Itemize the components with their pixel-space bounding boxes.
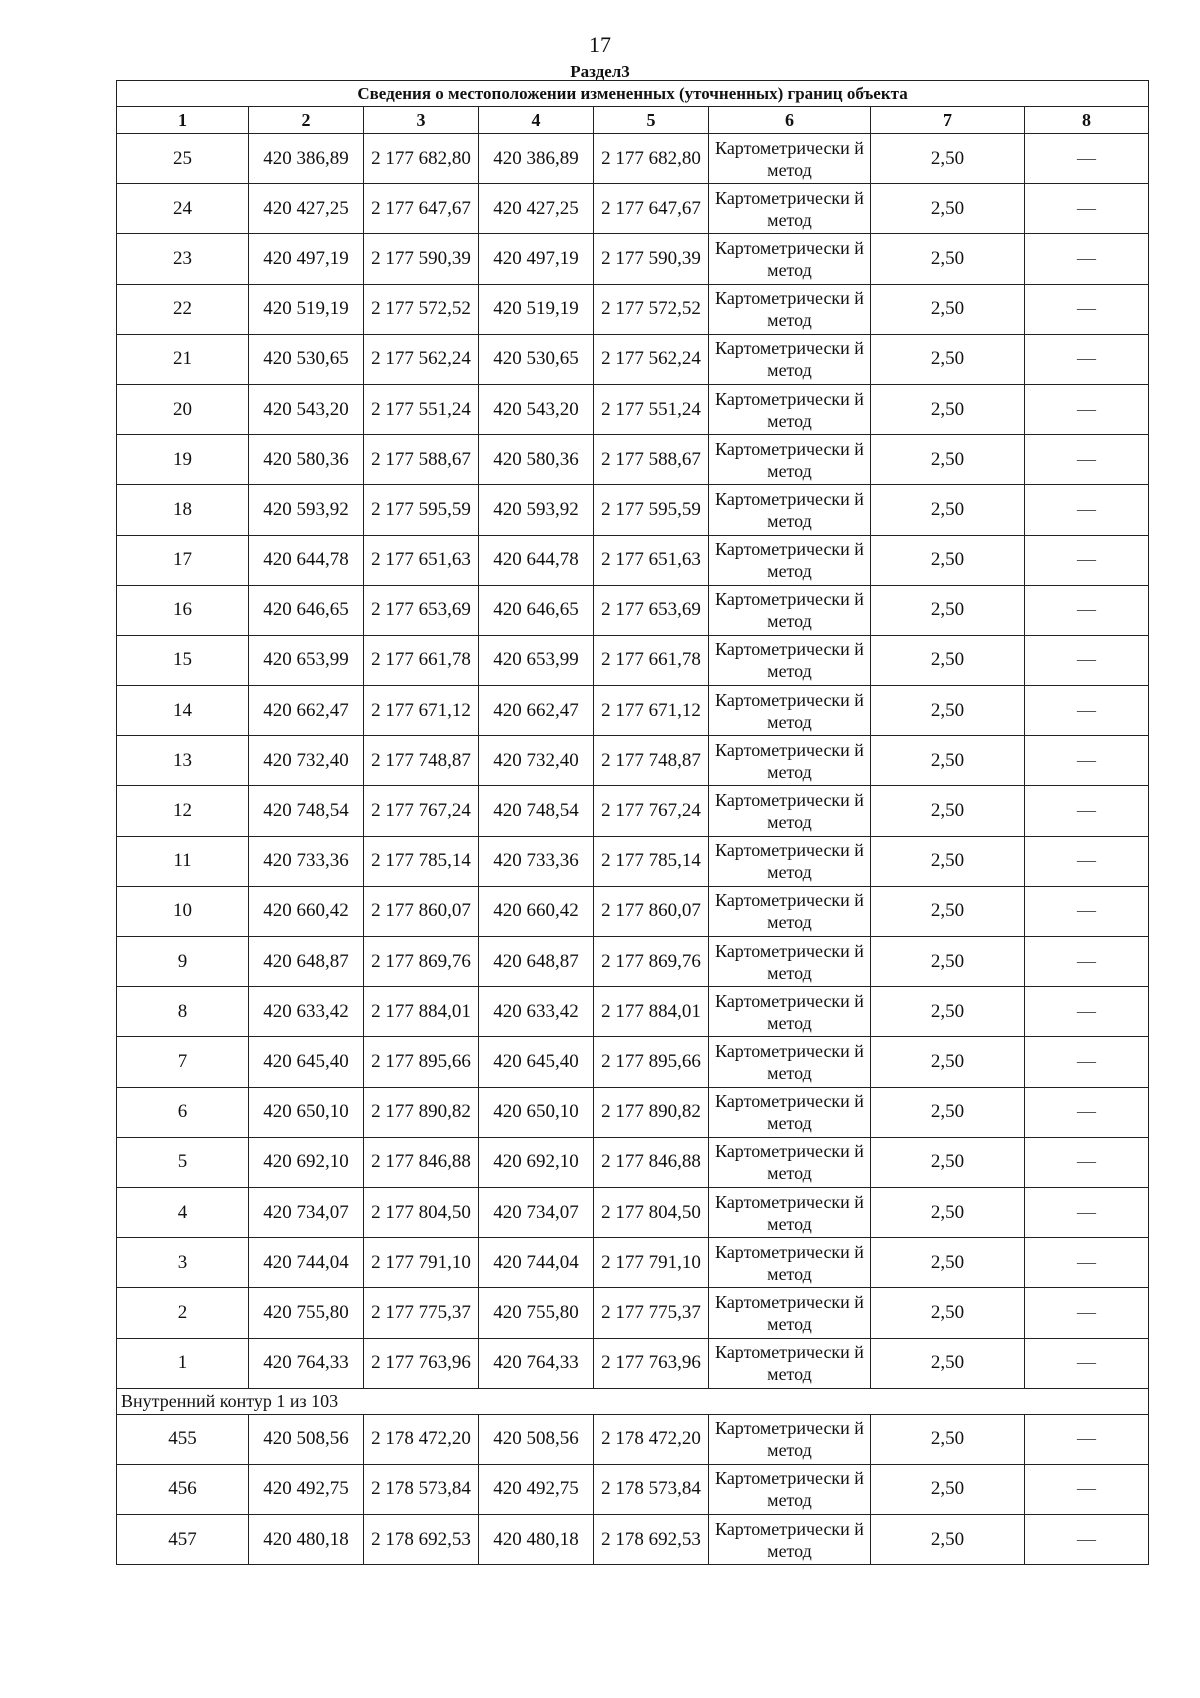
refined-y-cell: 2 177 846,88	[594, 1137, 709, 1187]
method-cell: Картометрически й метод	[709, 234, 871, 284]
accuracy-cell: 2,50	[871, 1087, 1025, 1137]
dash-cell: —	[1025, 1187, 1149, 1237]
existing-x-cell: 420 653,99	[249, 635, 364, 685]
accuracy-cell: 2,50	[871, 635, 1025, 685]
point-number-cell: 4	[117, 1187, 249, 1237]
accuracy-cell: 2,50	[871, 937, 1025, 987]
existing-y-cell: 2 177 804,50	[364, 1187, 479, 1237]
table-row	[117, 485, 1149, 535]
refined-y-cell: 2 177 884,01	[594, 987, 709, 1037]
refined-y-cell: 2 177 661,78	[594, 635, 709, 685]
existing-x-cell: 420 764,33	[249, 1338, 364, 1388]
refined-y-cell: 2 177 572,52	[594, 284, 709, 334]
refined-y-cell: 2 177 588,67	[594, 435, 709, 485]
refined-x-cell: 420 508,56	[479, 1414, 594, 1464]
dash-cell: —	[1025, 886, 1149, 936]
accuracy-cell: 2,50	[871, 686, 1025, 736]
existing-y-cell: 2 177 572,52	[364, 284, 479, 334]
existing-x-cell: 420 427,25	[249, 184, 364, 234]
table-row	[117, 1137, 1149, 1187]
point-number-cell: 6	[117, 1087, 249, 1137]
refined-y-cell: 2 177 860,07	[594, 886, 709, 936]
accuracy-cell: 2,50	[871, 1037, 1025, 1087]
table-row	[117, 1414, 1149, 1464]
refined-y-cell: 2 177 869,76	[594, 937, 709, 987]
existing-y-cell: 2 177 551,24	[364, 384, 479, 434]
refined-x-cell: 420 650,10	[479, 1087, 594, 1137]
table-title: Сведения о местоположении измененных (уточненных) границ объекта	[117, 81, 1149, 107]
existing-y-cell: 2 178 692,53	[364, 1515, 479, 1565]
refined-y-cell: 2 178 573,84	[594, 1464, 709, 1514]
refined-x-cell: 420 646,65	[479, 585, 594, 635]
dash-cell: —	[1025, 485, 1149, 535]
refined-y-cell: 2 177 890,82	[594, 1087, 709, 1137]
existing-x-cell: 420 644,78	[249, 535, 364, 585]
table-row	[117, 1187, 1149, 1237]
point-number-cell: 10	[117, 886, 249, 936]
method-cell: Картометрически й метод	[709, 886, 871, 936]
main-rows	[117, 134, 1149, 1389]
existing-x-cell: 420 692,10	[249, 1137, 364, 1187]
column-header-6: 6	[709, 107, 871, 134]
point-number-cell: 9	[117, 937, 249, 987]
table-row	[117, 334, 1149, 384]
refined-x-cell: 420 580,36	[479, 435, 594, 485]
dash-cell: —	[1025, 1238, 1149, 1288]
column-header-8: 8	[1025, 107, 1149, 134]
existing-y-cell: 2 177 651,63	[364, 535, 479, 585]
dash-cell: —	[1025, 1338, 1149, 1388]
table-row	[117, 1037, 1149, 1087]
point-number-cell: 457	[117, 1515, 249, 1565]
existing-x-cell: 420 519,19	[249, 284, 364, 334]
table-row	[117, 1464, 1149, 1514]
dash-cell: —	[1025, 635, 1149, 685]
method-cell: Картометрически й метод	[709, 535, 871, 585]
method-cell: Картометрически й метод	[709, 1087, 871, 1137]
point-number-cell: 5	[117, 1137, 249, 1187]
existing-y-cell: 2 177 595,59	[364, 485, 479, 535]
method-cell: Картометрически й метод	[709, 1187, 871, 1237]
dash-cell: —	[1025, 1037, 1149, 1087]
accuracy-cell: 2,50	[871, 384, 1025, 434]
refined-y-cell: 2 177 651,63	[594, 535, 709, 585]
refined-y-cell: 2 177 785,14	[594, 836, 709, 886]
dash-cell: —	[1025, 987, 1149, 1037]
refined-x-cell: 420 692,10	[479, 1137, 594, 1187]
existing-x-cell: 420 386,89	[249, 134, 364, 184]
existing-y-cell: 2 177 661,78	[364, 635, 479, 685]
method-cell: Картометрически й метод	[709, 184, 871, 234]
method-cell: Картометрически й метод	[709, 435, 871, 485]
refined-y-cell: 2 177 647,67	[594, 184, 709, 234]
point-number-cell: 21	[117, 334, 249, 384]
method-cell: Картометрически й метод	[709, 836, 871, 886]
dash-cell: —	[1025, 184, 1149, 234]
method-cell: Картометрически й метод	[709, 334, 871, 384]
table-row	[117, 184, 1149, 234]
point-number-cell: 455	[117, 1414, 249, 1464]
inner-contour-label: Внутренний контур 1 из 103	[117, 1388, 1149, 1414]
page-number: 17	[589, 32, 611, 57]
section-label: Раздел3	[570, 62, 630, 81]
method-cell: Картометрически й метод	[709, 1288, 871, 1338]
accuracy-cell: 2,50	[871, 886, 1025, 936]
existing-y-cell: 2 177 671,12	[364, 686, 479, 736]
point-number-cell: 18	[117, 485, 249, 535]
accuracy-cell: 2,50	[871, 1515, 1025, 1565]
table-row	[117, 284, 1149, 334]
existing-x-cell: 420 492,75	[249, 1464, 364, 1514]
table-row	[117, 535, 1149, 585]
refined-y-cell: 2 178 692,53	[594, 1515, 709, 1565]
dash-cell: —	[1025, 736, 1149, 786]
table-row	[117, 635, 1149, 685]
dash-cell: —	[1025, 585, 1149, 635]
refined-x-cell: 420 530,65	[479, 334, 594, 384]
refined-x-cell: 420 593,92	[479, 485, 594, 535]
existing-x-cell: 420 480,18	[249, 1515, 364, 1565]
accuracy-cell: 2,50	[871, 284, 1025, 334]
refined-x-cell: 420 734,07	[479, 1187, 594, 1237]
accuracy-cell: 2,50	[871, 435, 1025, 485]
accuracy-cell: 2,50	[871, 585, 1025, 635]
existing-x-cell: 420 660,42	[249, 886, 364, 936]
refined-x-cell: 420 427,25	[479, 184, 594, 234]
method-cell: Картометрически й метод	[709, 1037, 871, 1087]
existing-y-cell: 2 177 775,37	[364, 1288, 479, 1338]
refined-y-cell: 2 177 551,24	[594, 384, 709, 434]
existing-x-cell: 420 755,80	[249, 1288, 364, 1338]
table-row	[117, 234, 1149, 284]
accuracy-cell: 2,50	[871, 134, 1025, 184]
method-cell: Картометрически й метод	[709, 1338, 871, 1388]
refined-x-cell: 420 645,40	[479, 1037, 594, 1087]
accuracy-cell: 2,50	[871, 836, 1025, 886]
existing-y-cell: 2 177 767,24	[364, 786, 479, 836]
refined-y-cell: 2 177 775,37	[594, 1288, 709, 1338]
table-row	[117, 1338, 1149, 1388]
point-number-cell: 14	[117, 686, 249, 736]
table-row	[117, 1087, 1149, 1137]
table-row	[117, 736, 1149, 786]
dash-cell: —	[1025, 334, 1149, 384]
accuracy-cell: 2,50	[871, 786, 1025, 836]
contour-rows	[117, 1414, 1149, 1565]
refined-x-cell: 420 519,19	[479, 284, 594, 334]
column-header-4: 4	[479, 107, 594, 134]
table-row	[117, 134, 1149, 184]
accuracy-cell: 2,50	[871, 1464, 1025, 1514]
existing-y-cell: 2 177 763,96	[364, 1338, 479, 1388]
existing-x-cell: 420 748,54	[249, 786, 364, 836]
refined-y-cell: 2 177 804,50	[594, 1187, 709, 1237]
dash-cell: —	[1025, 1515, 1149, 1565]
point-number-cell: 13	[117, 736, 249, 786]
refined-x-cell: 420 732,40	[479, 736, 594, 786]
dash-cell: —	[1025, 937, 1149, 987]
accuracy-cell: 2,50	[871, 1338, 1025, 1388]
refined-x-cell: 420 744,04	[479, 1238, 594, 1288]
existing-y-cell: 2 177 682,80	[364, 134, 479, 184]
existing-y-cell: 2 177 748,87	[364, 736, 479, 786]
refined-y-cell: 2 177 671,12	[594, 686, 709, 736]
dash-cell: —	[1025, 1414, 1149, 1464]
existing-y-cell: 2 177 588,67	[364, 435, 479, 485]
method-cell: Картометрически й метод	[709, 134, 871, 184]
method-cell: Картометрически й метод	[709, 1137, 871, 1187]
method-cell: Картометрически й метод	[709, 786, 871, 836]
refined-x-cell: 420 733,36	[479, 836, 594, 886]
existing-y-cell: 2 178 573,84	[364, 1464, 479, 1514]
existing-x-cell: 420 508,56	[249, 1414, 364, 1464]
table-row	[117, 435, 1149, 485]
accuracy-cell: 2,50	[871, 1288, 1025, 1338]
method-cell: Картометрически й метод	[709, 1464, 871, 1514]
point-number-cell: 22	[117, 284, 249, 334]
refined-x-cell: 420 662,47	[479, 686, 594, 736]
dash-cell: —	[1025, 786, 1149, 836]
column-header-2: 2	[249, 107, 364, 134]
existing-y-cell: 2 177 846,88	[364, 1137, 479, 1187]
method-cell: Картометрически й метод	[709, 384, 871, 434]
accuracy-cell: 2,50	[871, 1137, 1025, 1187]
point-number-cell: 25	[117, 134, 249, 184]
existing-y-cell: 2 177 653,69	[364, 585, 479, 635]
method-cell: Картометрически й метод	[709, 284, 871, 334]
existing-y-cell: 2 177 785,14	[364, 836, 479, 886]
refined-x-cell: 420 755,80	[479, 1288, 594, 1338]
method-cell: Картометрически й метод	[709, 1515, 871, 1565]
dash-cell: —	[1025, 1087, 1149, 1137]
existing-y-cell: 2 177 869,76	[364, 937, 479, 987]
table-row	[117, 886, 1149, 936]
point-number-cell: 2	[117, 1288, 249, 1338]
dash-cell: —	[1025, 435, 1149, 485]
point-number-cell: 11	[117, 836, 249, 886]
existing-x-cell: 420 648,87	[249, 937, 364, 987]
point-number-cell: 15	[117, 635, 249, 685]
table-row	[117, 686, 1149, 736]
refined-y-cell: 2 177 682,80	[594, 134, 709, 184]
refined-y-cell: 2 177 590,39	[594, 234, 709, 284]
point-number-cell: 17	[117, 535, 249, 585]
refined-y-cell: 2 177 791,10	[594, 1238, 709, 1288]
refined-x-cell: 420 492,75	[479, 1464, 594, 1514]
column-header-3: 3	[364, 107, 479, 134]
refined-x-cell: 420 633,42	[479, 987, 594, 1037]
accuracy-cell: 2,50	[871, 334, 1025, 384]
refined-y-cell: 2 177 767,24	[594, 786, 709, 836]
table-row	[117, 786, 1149, 836]
dash-cell: —	[1025, 284, 1149, 334]
method-cell: Картометрически й метод	[709, 937, 871, 987]
table-row	[117, 937, 1149, 987]
refined-x-cell: 420 660,42	[479, 886, 594, 936]
table-row	[117, 1515, 1149, 1565]
existing-x-cell: 420 732,40	[249, 736, 364, 786]
refined-y-cell: 2 178 472,20	[594, 1414, 709, 1464]
dash-cell: —	[1025, 686, 1149, 736]
accuracy-cell: 2,50	[871, 987, 1025, 1037]
existing-x-cell: 420 744,04	[249, 1238, 364, 1288]
point-number-cell: 20	[117, 384, 249, 434]
point-number-cell: 1	[117, 1338, 249, 1388]
accuracy-cell: 2,50	[871, 535, 1025, 585]
existing-x-cell: 420 530,65	[249, 334, 364, 384]
refined-y-cell: 2 177 895,66	[594, 1037, 709, 1087]
refined-x-cell: 420 648,87	[479, 937, 594, 987]
table-row	[117, 585, 1149, 635]
dash-cell: —	[1025, 535, 1149, 585]
table-row	[117, 836, 1149, 886]
refined-x-cell: 420 764,33	[479, 1338, 594, 1388]
existing-x-cell: 420 645,40	[249, 1037, 364, 1087]
table-row	[117, 987, 1149, 1037]
column-header-1: 1	[117, 107, 249, 134]
dash-cell: —	[1025, 836, 1149, 886]
existing-y-cell: 2 177 860,07	[364, 886, 479, 936]
column-header-row	[117, 107, 1149, 134]
existing-x-cell: 420 650,10	[249, 1087, 364, 1137]
method-cell: Картометрически й метод	[709, 987, 871, 1037]
existing-x-cell: 420 543,20	[249, 384, 364, 434]
refined-x-cell: 420 497,19	[479, 234, 594, 284]
point-number-cell: 16	[117, 585, 249, 635]
existing-x-cell: 420 662,47	[249, 686, 364, 736]
method-cell: Картометрически й метод	[709, 585, 871, 635]
point-number-cell: 19	[117, 435, 249, 485]
refined-y-cell: 2 177 653,69	[594, 585, 709, 635]
point-number-cell: 3	[117, 1238, 249, 1288]
existing-y-cell: 2 177 890,82	[364, 1087, 479, 1137]
accuracy-cell: 2,50	[871, 184, 1025, 234]
dash-cell: —	[1025, 1288, 1149, 1338]
boundary-coordinates-table	[116, 80, 1149, 1565]
method-cell: Картометрически й метод	[709, 1414, 871, 1464]
accuracy-cell: 2,50	[871, 485, 1025, 535]
accuracy-cell: 2,50	[871, 736, 1025, 786]
table-row	[117, 1288, 1149, 1338]
existing-y-cell: 2 177 562,24	[364, 334, 479, 384]
accuracy-cell: 2,50	[871, 1238, 1025, 1288]
dash-cell: —	[1025, 1137, 1149, 1187]
accuracy-cell: 2,50	[871, 234, 1025, 284]
point-number-cell: 23	[117, 234, 249, 284]
existing-y-cell: 2 177 884,01	[364, 987, 479, 1037]
refined-x-cell: 420 386,89	[479, 134, 594, 184]
table-row	[117, 384, 1149, 434]
point-number-cell: 456	[117, 1464, 249, 1514]
accuracy-cell: 2,50	[871, 1414, 1025, 1464]
existing-x-cell: 420 646,65	[249, 585, 364, 635]
point-number-cell: 7	[117, 1037, 249, 1087]
table-row	[117, 1238, 1149, 1288]
method-cell: Картометрически й метод	[709, 1238, 871, 1288]
existing-x-cell: 420 580,36	[249, 435, 364, 485]
method-cell: Картометрически й метод	[709, 686, 871, 736]
refined-y-cell: 2 177 562,24	[594, 334, 709, 384]
existing-x-cell: 420 734,07	[249, 1187, 364, 1237]
refined-y-cell: 2 177 595,59	[594, 485, 709, 535]
accuracy-cell: 2,50	[871, 1187, 1025, 1237]
dash-cell: —	[1025, 384, 1149, 434]
method-cell: Картометрически й метод	[709, 736, 871, 786]
point-number-cell: 12	[117, 786, 249, 836]
existing-y-cell: 2 177 895,66	[364, 1037, 479, 1087]
existing-y-cell: 2 177 590,39	[364, 234, 479, 284]
refined-x-cell: 420 480,18	[479, 1515, 594, 1565]
dash-cell: —	[1025, 234, 1149, 284]
column-header-7: 7	[871, 107, 1025, 134]
method-cell: Картометрически й метод	[709, 635, 871, 685]
column-header-5: 5	[594, 107, 709, 134]
method-cell: Картометрически й метод	[709, 485, 871, 535]
refined-x-cell: 420 543,20	[479, 384, 594, 434]
refined-x-cell: 420 644,78	[479, 535, 594, 585]
existing-x-cell: 420 633,42	[249, 987, 364, 1037]
refined-x-cell: 420 653,99	[479, 635, 594, 685]
existing-y-cell: 2 177 647,67	[364, 184, 479, 234]
refined-y-cell: 2 177 763,96	[594, 1338, 709, 1388]
refined-x-cell: 420 748,54	[479, 786, 594, 836]
point-number-cell: 24	[117, 184, 249, 234]
existing-x-cell: 420 497,19	[249, 234, 364, 284]
dash-cell: —	[1025, 1464, 1149, 1514]
existing-x-cell: 420 593,92	[249, 485, 364, 535]
existing-y-cell: 2 178 472,20	[364, 1414, 479, 1464]
existing-y-cell: 2 177 791,10	[364, 1238, 479, 1288]
point-number-cell: 8	[117, 987, 249, 1037]
dash-cell: —	[1025, 134, 1149, 184]
refined-y-cell: 2 177 748,87	[594, 736, 709, 786]
existing-x-cell: 420 733,36	[249, 836, 364, 886]
